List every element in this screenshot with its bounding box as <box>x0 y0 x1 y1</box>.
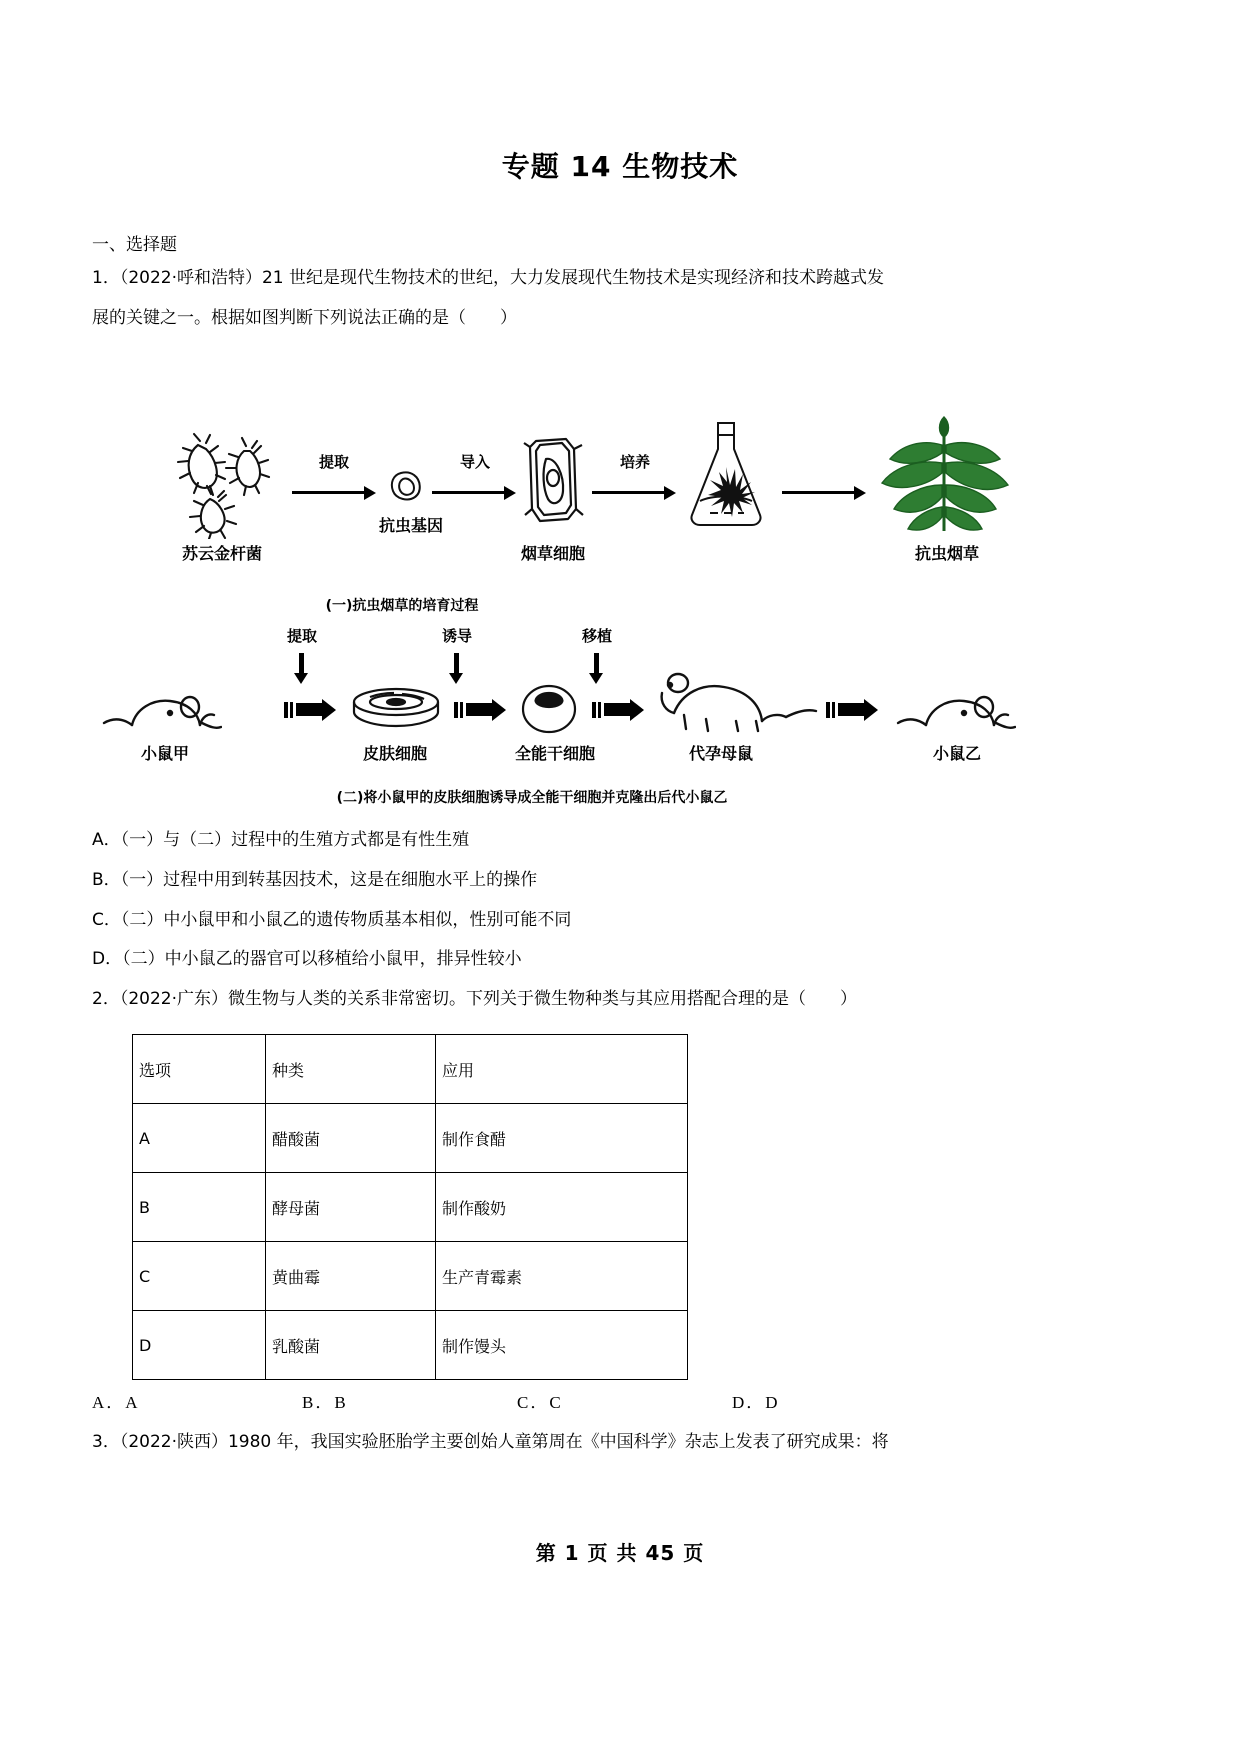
arrow-block-2 <box>454 699 506 721</box>
petri-dish-icon <box>350 685 442 738</box>
table-cell-option-c: C <box>133 1242 266 1311</box>
arrow-culture <box>592 487 676 499</box>
mouse-icon <box>102 687 222 740</box>
label-surrogate-mother-mouse: 代孕母鼠 <box>688 743 753 763</box>
table-header-type: 种类 <box>266 1035 436 1104</box>
figure-panel-one <box>92 409 1148 587</box>
table-header-option: 选项 <box>133 1035 266 1104</box>
table-header-application: 应用 <box>436 1035 688 1104</box>
plant-cell-icon <box>522 431 584 532</box>
question-2-answer-d: D．D <box>732 1393 780 1413</box>
surrogate-mouse-icon <box>658 671 818 740</box>
table-cell-option-d: D <box>133 1311 266 1380</box>
stem-cell-icon <box>520 683 578 740</box>
label-totipotent-stem-cell: 全能干细胞 <box>514 743 595 763</box>
label-skin-cell: 皮肤细胞 <box>362 743 427 763</box>
figure-panel-two <box>92 625 1148 785</box>
table-cell-type-c: 黄曲霉 <box>266 1242 436 1311</box>
arrow-label-culture: 培养 <box>619 452 650 471</box>
arrow-block-4 <box>826 699 878 721</box>
label-mouse-a: 小鼠甲 <box>140 743 189 763</box>
label-insect-resistant-tobacco: 抗虫烟草 <box>914 543 979 563</box>
table-cell-application-a: 制作食醋 <box>436 1104 688 1173</box>
question-1-line-1: 1．（2022·呼和浩特）21 世纪是现代生物技术的世纪，大力发展现代生物技术是实现经济和技术跨越式发 <box>92 267 885 288</box>
table-cell-application-d: 制作馒头 <box>436 1311 688 1380</box>
table-cell-option-b: B <box>133 1173 266 1242</box>
question-1-option-a: A．（一）与（二）过程中的生殖方式都是有性生殖 <box>92 829 470 850</box>
flask-icon <box>684 419 768 536</box>
arrow-extract-1 <box>292 487 376 499</box>
table-cell-option-a: A <box>133 1104 266 1173</box>
figure-biotechnology <box>92 409 1148 807</box>
arrow-introduce <box>432 487 516 499</box>
arrow-down-induce <box>451 653 461 684</box>
bacteria-icon <box>170 431 274 544</box>
question-2-answer-c: C．C <box>517 1393 563 1413</box>
table-header-row <box>133 1035 688 1104</box>
label-mouse-b: 小鼠乙 <box>932 743 981 763</box>
tobacco-plant-icon <box>872 411 1022 540</box>
page-title: 专题 14 生物技术 <box>501 150 739 183</box>
arrow-grow-plant <box>782 487 866 499</box>
table-row <box>133 1242 688 1311</box>
figure-panel-one-caption: (一)抗虫烟草的培育过程 <box>325 597 479 614</box>
page-footer: 第 1 页 共 45 页 <box>535 1541 705 1565</box>
table-row <box>133 1311 688 1380</box>
question-1-option-b: B．（一）过程中用到转基因技术，这是在细胞水平上的操作 <box>92 869 538 890</box>
question-1-line-2: 展的关键之一。根据如图判断下列说法正确的是（ ） <box>92 307 517 328</box>
table-cell-application-b: 制作酸奶 <box>436 1173 688 1242</box>
table-cell-type-a: 醋酸菌 <box>266 1104 436 1173</box>
label-bacteria: 苏云金杆菌 <box>181 543 262 563</box>
arrow-down-extract <box>296 653 306 684</box>
arrow-label-introduce: 导入 <box>459 452 490 471</box>
arrow-label-transplant: 移植 <box>581 626 612 645</box>
table-cell-type-b: 酵母菌 <box>266 1173 436 1242</box>
arrow-block-3 <box>592 699 644 721</box>
question-2-answers <box>92 1388 1148 1413</box>
question-1-option-c: C．（二）中小鼠甲和小鼠乙的遗传物质基本相似，性别可能不同 <box>92 909 572 930</box>
arrow-block-1 <box>284 699 336 721</box>
figure-panel-two-caption: (二)将小鼠甲的皮肤细胞诱导成全能干细胞并克隆出后代小鼠乙 <box>336 789 728 806</box>
table-cell-application-c: 生产青霉素 <box>436 1242 688 1311</box>
arrow-label-extract-2: 提取 <box>286 626 317 645</box>
question-2-line-1: 2．（2022·广东）微生物与人类的关系非常密切。下列关于微生物种类与其应用搭配合理的是（ ） <box>92 989 857 1010</box>
microbe-application-table <box>132 1034 688 1380</box>
section-heading: 一、选择题 <box>92 234 177 255</box>
arrow-down-transplant <box>591 653 601 684</box>
question-3-line-1: 3．（2022·陕西）1980 年，我国实验胚胎学主要创始人童第周在《中国科学》杂志上发表了研究成果：将 <box>92 1432 889 1453</box>
table-row <box>133 1173 688 1242</box>
plasmid-icon <box>388 469 424 508</box>
question-2-answer-a: A．A <box>92 1393 140 1413</box>
question-1-option-d: D．（二）中小鼠乙的器官可以移植给小鼠甲，排异性较小 <box>92 949 522 970</box>
label-insect-resistant-gene: 抗虫基因 <box>378 515 443 535</box>
arrow-label-induce: 诱导 <box>441 626 472 645</box>
question-2-answer-b: B．B <box>302 1393 348 1413</box>
mouse-icon-2 <box>896 687 1016 740</box>
arrow-label-extract-1: 提取 <box>318 452 349 471</box>
table-row <box>133 1104 688 1173</box>
table-cell-type-d: 乳酸菌 <box>266 1311 436 1380</box>
label-tobacco-cell: 烟草细胞 <box>520 543 585 563</box>
